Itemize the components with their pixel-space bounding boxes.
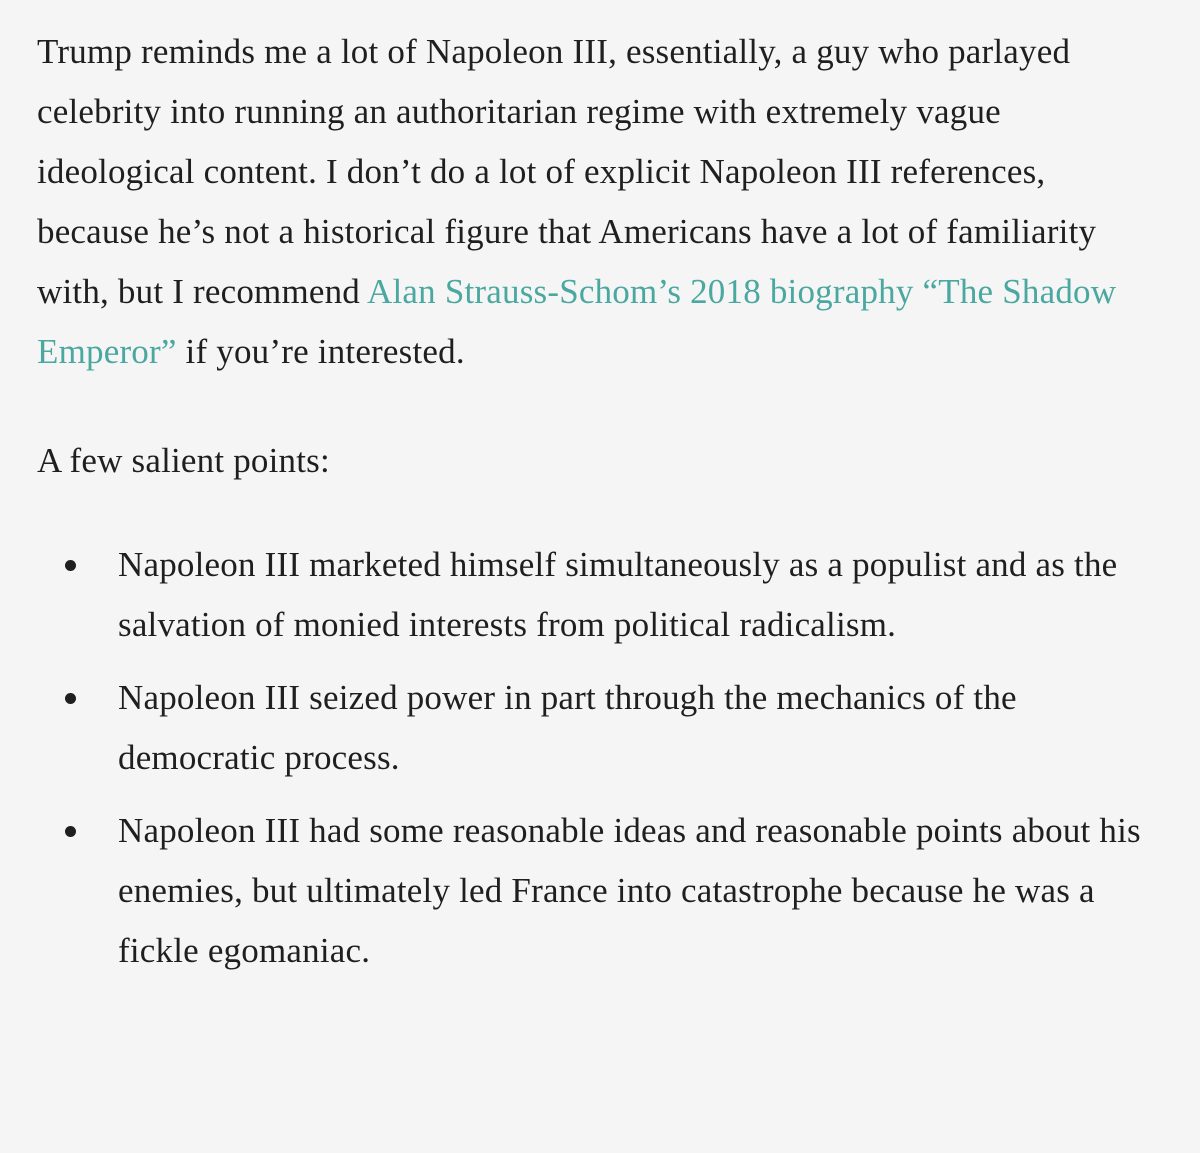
list-item <box>37 535 1148 655</box>
intro-paragraph <box>37 22 1142 382</box>
intro-text-before-link: Trump reminds me a lot of Napoleon III, essentially, a guy who parlayed celebrity into running an authoritarian regime with extremely vague ideological content. I don’t do a lot of explicit Napoleon III references, because he’s not a historical figure that Americans have a lot of familiarity with, but I recommend <box>37 32 1097 311</box>
bullet-icon <box>65 826 76 837</box>
list-item-text: Napoleon III had some reasonable ideas and reasonable points about his enemies, but ultimately led France into catastrophe because he was a fickle egomaniac. <box>118 811 1141 970</box>
list-item <box>37 801 1148 981</box>
salient-points-list <box>37 535 1141 981</box>
list-item <box>37 668 1148 788</box>
list-item-text: Napoleon III seized power in part through the mechanics of the democratic process. <box>118 678 1017 777</box>
bullet-icon <box>65 693 76 704</box>
bullet-icon <box>65 560 76 571</box>
list-item-text: Napoleon III marketed himself simultaneously as a populist and as the salvation of monied interests from political radicalism. <box>118 545 1118 644</box>
intro-text-after-link: if you’re interested. <box>176 332 465 371</box>
book-link[interactable]: Alan Strauss-Schom’s 2018 biography “The Shadow Emperor” <box>37 272 1117 371</box>
lead-paragraph: A few salient points: <box>37 441 330 480</box>
